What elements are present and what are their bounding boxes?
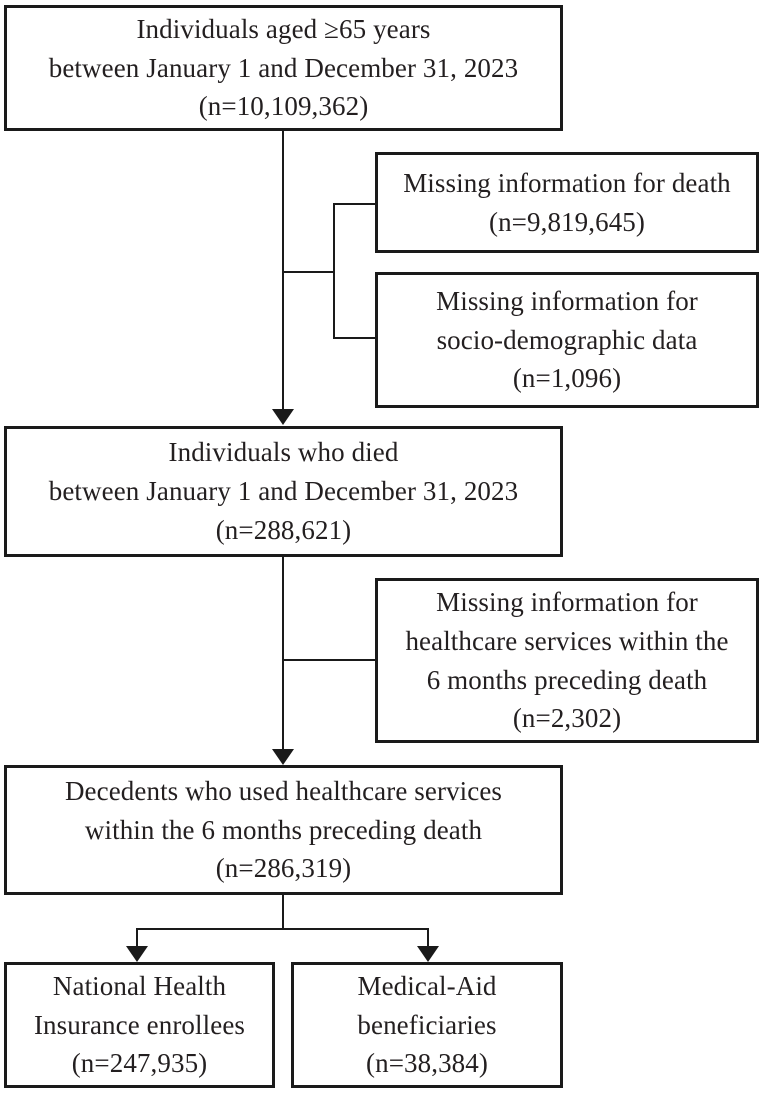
box-line: Missing information for xyxy=(436,285,698,316)
box-count: (n=10,109,362) xyxy=(198,91,369,122)
individuals-died-box xyxy=(4,426,563,557)
box-line: healthcare services within the xyxy=(405,625,729,656)
box-line: National Health xyxy=(52,970,227,1001)
population-box xyxy=(4,5,563,131)
box-line: Individuals aged ≥65 years xyxy=(136,13,431,44)
connector-to-excl-socio xyxy=(333,337,375,339)
exclusion-missing-sociodemographic-box xyxy=(375,272,759,408)
box-line: Missing information for death xyxy=(403,167,731,198)
box-count: (n=286,319) xyxy=(215,853,352,884)
connector-spine-3 xyxy=(282,895,284,930)
box-line: Insurance enrollees xyxy=(33,1009,246,1040)
connector-branch-1 xyxy=(283,271,334,273)
arrow-down-icon xyxy=(126,946,148,962)
arrow-down-icon xyxy=(272,409,294,425)
box-count: (n=2,302) xyxy=(512,703,622,734)
medical-aid-beneficiaries-box xyxy=(291,962,563,1088)
box-count: (n=247,935) xyxy=(71,1048,208,1079)
box-line: Decedents who used healthcare services xyxy=(64,775,503,806)
connector-drop-left xyxy=(136,928,138,947)
box-count: (n=9,819,645) xyxy=(488,206,645,237)
exclusion-missing-healthcare-box xyxy=(375,578,759,743)
box-line: Missing information for xyxy=(436,586,698,617)
connector-split-horizontal xyxy=(136,928,429,930)
box-line: socio-demographic data xyxy=(436,324,698,355)
box-line: within the 6 months preceding death xyxy=(84,814,483,845)
box-line: between January 1 and December 31, 2023 xyxy=(48,52,519,83)
box-count: (n=288,621) xyxy=(215,514,352,545)
nhi-enrollees-box xyxy=(4,962,275,1088)
connector-to-excl-death xyxy=(333,203,375,205)
arrow-down-icon xyxy=(272,749,294,765)
connector-to-excl-healthcare xyxy=(283,659,375,661)
box-line: beneficiaries xyxy=(357,1009,497,1040)
exclusion-missing-death-box xyxy=(375,152,759,253)
box-count: (n=38,384) xyxy=(366,1048,488,1079)
box-line: 6 months preceding death xyxy=(426,664,708,695)
box-line: Medical-Aid xyxy=(357,970,497,1001)
decedents-box xyxy=(4,765,563,895)
connector-bracket-vertical xyxy=(333,203,335,339)
box-line: Individuals who died xyxy=(168,437,399,468)
box-count: (n=1,096) xyxy=(512,363,622,394)
box-line: between January 1 and December 31, 2023 xyxy=(48,476,519,507)
connector-spine-2 xyxy=(282,557,284,750)
arrow-down-icon xyxy=(417,946,439,962)
connector-drop-right xyxy=(427,928,429,947)
